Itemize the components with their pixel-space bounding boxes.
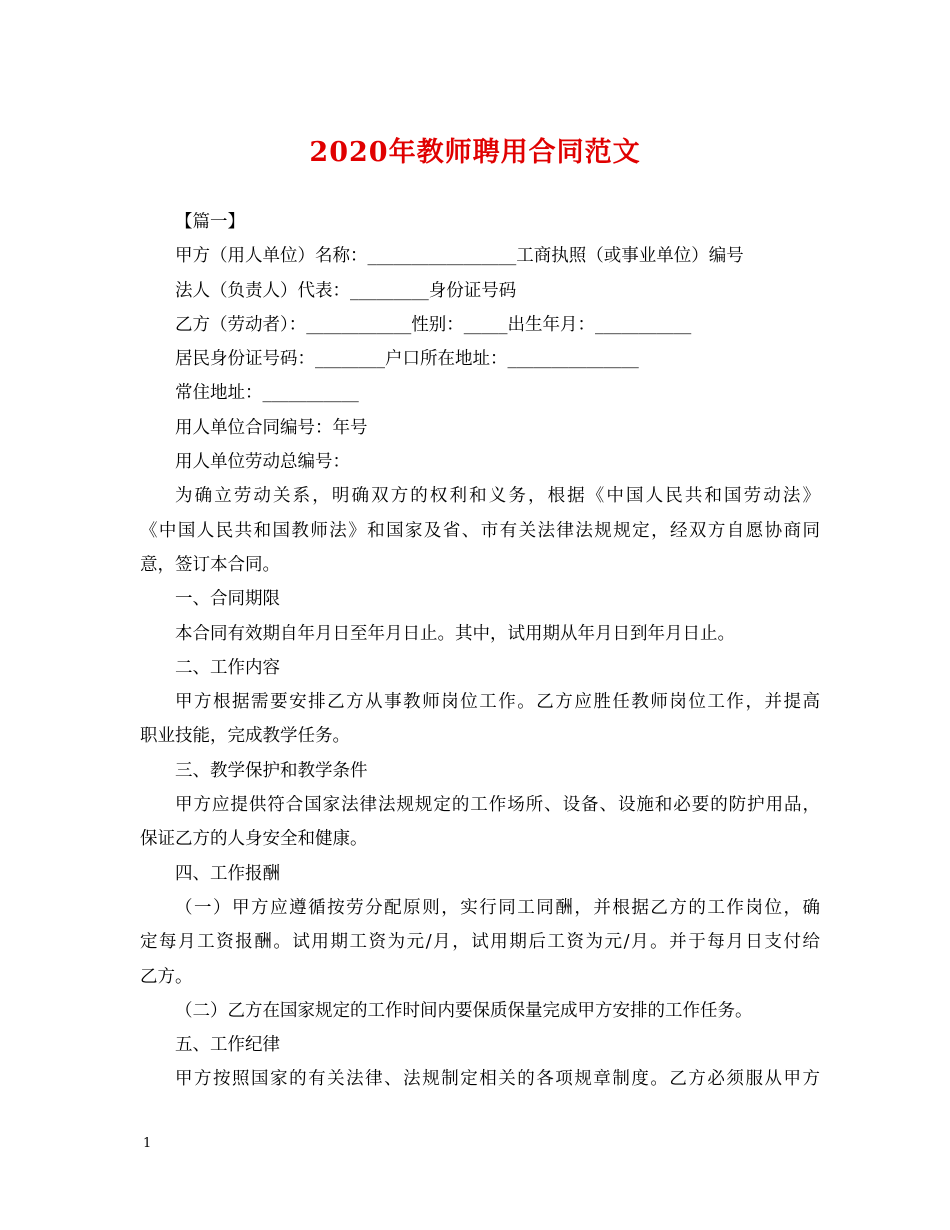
clause-text: 甲方按照国家的有关法律、法规制定相关的各项规章制度。乙方必须服从甲方: [175, 1069, 820, 1090]
id-address-line: 居民身份证号码：________户口所在地址：_______________: [175, 349, 639, 370]
legal-rep-line: 法人（负责人）代表：_________身份证号码: [175, 280, 517, 301]
clause-text: （一）甲方应遵循按劳分配原则，实行同工同酬，并根据乙方的工作岗位，确: [175, 897, 820, 918]
section-heading: 【篇一】: [175, 212, 245, 232]
clause-heading: 三、教学保护和教学条件: [175, 760, 368, 781]
clause-text: 本合同有效期自年月日至年月日止。其中，试用期从年月日到年月日止。: [175, 623, 735, 644]
clause-heading: 二、工作内容: [175, 657, 280, 678]
contract-number-line: 用人单位合同编号：年号: [175, 417, 368, 438]
clause-text: 甲方应提供符合国家法律法规规定的工作场所、设备、设施和必要的防护用品，: [175, 795, 820, 816]
clause-text: 职业技能，完成教学任务。: [140, 726, 350, 747]
clause-text: 定每月工资报酬。试用期工资为元/月，试用期后工资为元/月。并于每月日支付给: [140, 932, 820, 953]
preamble-line: 《中国人民共和国教师法》和国家及省、市有关法律法规规定，经双方自愿协商同: [140, 520, 820, 541]
clause-text: 乙方。: [140, 966, 193, 987]
document-title: 2020年教师聘用合同范文: [309, 137, 641, 168]
document-body: [140, 205, 820, 1097]
clause-text: （二）乙方在国家规定的工作时间内要保质保量完成甲方安排的工作任务。: [175, 1000, 753, 1021]
preamble-line: 为确立劳动关系，明确双方的权利和义务，根据《中国人民共和国劳动法》: [175, 486, 820, 507]
labor-number-line: 用人单位劳动总编号：: [175, 452, 350, 473]
residence-line: 常住地址：___________: [175, 383, 359, 404]
clause-heading: 一、合同期限: [175, 589, 280, 610]
clause-heading: 五、工作纪律: [175, 1035, 280, 1056]
clause-text: 保证乙方的人身安全和健康。: [140, 829, 368, 850]
clause-heading: 四、工作报酬: [175, 863, 280, 884]
page-number: 1: [143, 1136, 152, 1151]
preamble-line: 意，签订本合同。: [140, 554, 280, 575]
clause-text: 甲方根据需要安排乙方从事教师岗位工作。乙方应胜任教师岗位工作，并提高: [175, 692, 820, 713]
party-a-name-line: 甲方（用人单位）名称：_________________工商执照（或事业单位）编号: [175, 246, 744, 267]
party-b-line: 乙方（劳动者）：____________性别：_____出生年月：___________: [175, 314, 692, 335]
